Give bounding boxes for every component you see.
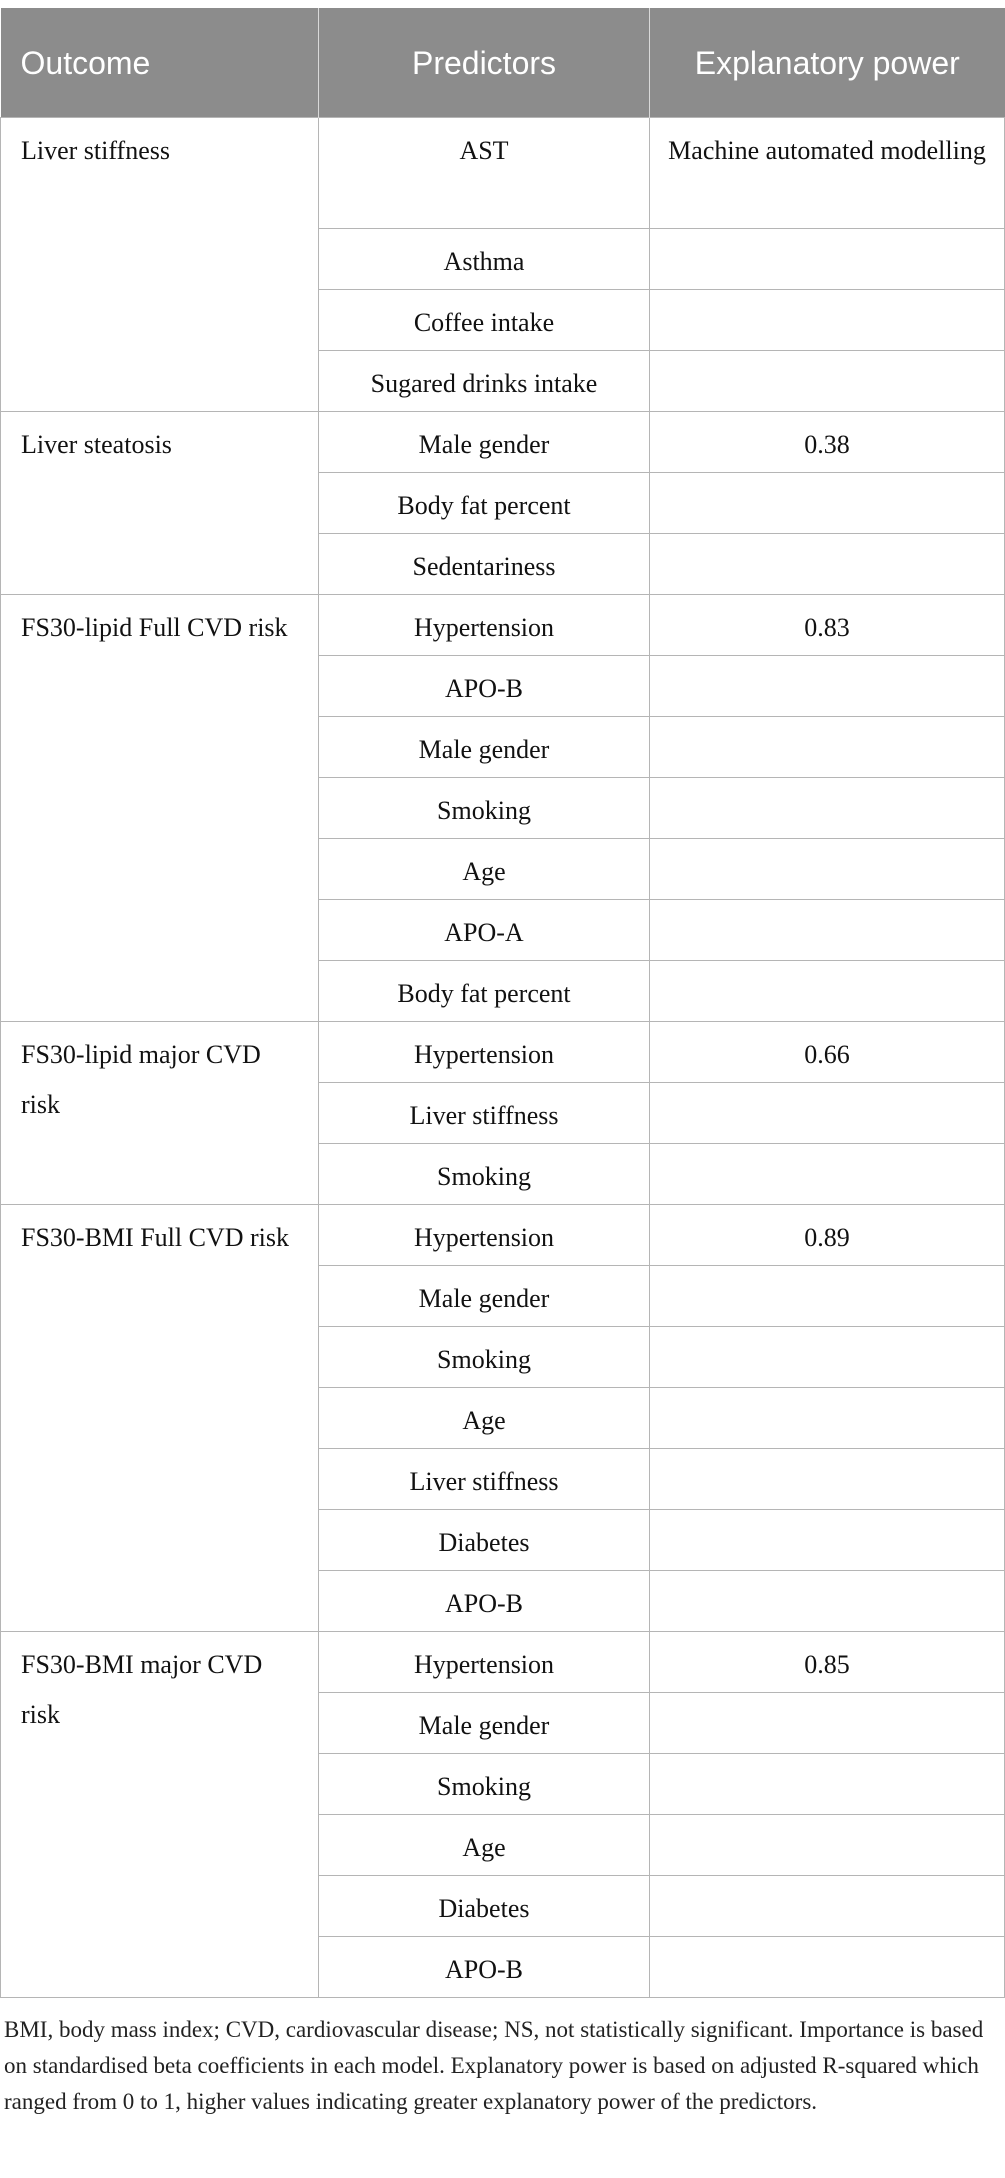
outcome-cell: Liver steatosis — [1, 412, 319, 595]
explanatory-power-cell — [650, 290, 1005, 351]
explanatory-power-cell — [650, 1815, 1005, 1876]
predictor-cell: Body fat percent — [319, 961, 650, 1022]
explanatory-power-cell — [650, 229, 1005, 290]
predictor-cell: Smoking — [319, 778, 650, 839]
explanatory-power-cell — [650, 1754, 1005, 1815]
explanatory-power-cell — [650, 1266, 1005, 1327]
predictor-cell: Diabetes — [319, 1876, 650, 1937]
predictor-cell: Coffee intake — [319, 290, 650, 351]
predictor-cell: Male gender — [319, 717, 650, 778]
predictor-cell: Smoking — [319, 1754, 650, 1815]
explanatory-power-cell — [650, 1937, 1005, 1998]
explanatory-power-cell: 0.83 — [650, 595, 1005, 656]
predictor-cell: AST — [319, 118, 650, 229]
table-row — [1, 1632, 1005, 1693]
table-row — [1, 412, 1005, 473]
explanatory-power-cell — [650, 1876, 1005, 1937]
table-row — [1, 1022, 1005, 1083]
table-footnote — [0, 2012, 1005, 2120]
predictor-cell: Sedentariness — [319, 534, 650, 595]
explanatory-power-cell: Machine automated modelling — [650, 118, 1005, 229]
explanatory-power-cell — [650, 1571, 1005, 1632]
outcome-cell: Liver stiffness — [1, 118, 319, 412]
header-explanatory-power: Explanatory power — [650, 8, 1005, 118]
header-row — [1, 8, 1005, 118]
predictor-cell: Age — [319, 1388, 650, 1449]
explanatory-power-cell — [650, 656, 1005, 717]
predictor-cell: Male gender — [319, 412, 650, 473]
explanatory-power-cell — [650, 1693, 1005, 1754]
predictor-cell: Asthma — [319, 229, 650, 290]
results-table — [0, 8, 1005, 1998]
explanatory-power-cell — [650, 1083, 1005, 1144]
predictor-cell: Hypertension — [319, 595, 650, 656]
predictor-cell: Smoking — [319, 1144, 650, 1205]
explanatory-power-cell — [650, 1449, 1005, 1510]
explanatory-power-cell — [650, 351, 1005, 412]
explanatory-power-cell: 0.89 — [650, 1205, 1005, 1266]
predictor-cell: Liver stiffness — [319, 1083, 650, 1144]
predictor-cell: Liver stiffness — [319, 1449, 650, 1510]
explanatory-power-cell: 0.38 — [650, 412, 1005, 473]
predictor-cell: Hypertension — [319, 1022, 650, 1083]
table-body — [1, 118, 1005, 1998]
header-predictors: Predictors — [319, 8, 650, 118]
outcome-cell: FS30-lipid Full CVD risk — [1, 595, 319, 1022]
explanatory-power-cell — [650, 778, 1005, 839]
predictor-cell: APO-A — [319, 900, 650, 961]
table-row — [1, 118, 1005, 229]
explanatory-power-cell — [650, 839, 1005, 900]
header-outcome: Outcome — [1, 8, 319, 118]
outcome-cell: FS30-BMI major CVD risk — [1, 1632, 319, 1998]
predictor-cell: Body fat percent — [319, 473, 650, 534]
predictor-cell: Hypertension — [319, 1632, 650, 1693]
outcome-cell: FS30-lipid major CVD risk — [1, 1022, 319, 1205]
explanatory-power-cell — [650, 1144, 1005, 1205]
predictor-cell: Male gender — [319, 1693, 650, 1754]
footnote-text: BMI, body mass index; CVD, cardiovascular disease; NS, not statistically significant. Importance is based on standardised beta coefficients in each model. Explanatory power is based on adjusted R-squared which ranged from 0 to 1, higher values indicating greater explanatory power of the predictors. — [4, 2017, 984, 2114]
predictor-cell: APO-B — [319, 656, 650, 717]
explanatory-power-cell — [650, 961, 1005, 1022]
table-container — [0, 8, 1005, 2120]
explanatory-power-cell — [650, 1388, 1005, 1449]
explanatory-power-cell — [650, 1327, 1005, 1388]
predictor-cell: APO-B — [319, 1571, 650, 1632]
explanatory-power-cell — [650, 717, 1005, 778]
explanatory-power-cell — [650, 1510, 1005, 1571]
explanatory-power-cell — [650, 900, 1005, 961]
explanatory-power-cell: 0.85 — [650, 1632, 1005, 1693]
predictor-cell: Age — [319, 1815, 650, 1876]
predictor-cell: Diabetes — [319, 1510, 650, 1571]
predictor-cell: Age — [319, 839, 650, 900]
explanatory-power-cell: 0.66 — [650, 1022, 1005, 1083]
explanatory-power-cell — [650, 473, 1005, 534]
predictor-cell: APO-B — [319, 1937, 650, 1998]
table-row — [1, 1205, 1005, 1266]
predictor-cell: Hypertension — [319, 1205, 650, 1266]
predictor-cell: Smoking — [319, 1327, 650, 1388]
explanatory-power-cell — [650, 534, 1005, 595]
outcome-cell: FS30-BMI Full CVD risk — [1, 1205, 319, 1632]
table-row — [1, 595, 1005, 656]
predictor-cell: Male gender — [319, 1266, 650, 1327]
predictor-cell: Sugared drinks intake — [319, 351, 650, 412]
